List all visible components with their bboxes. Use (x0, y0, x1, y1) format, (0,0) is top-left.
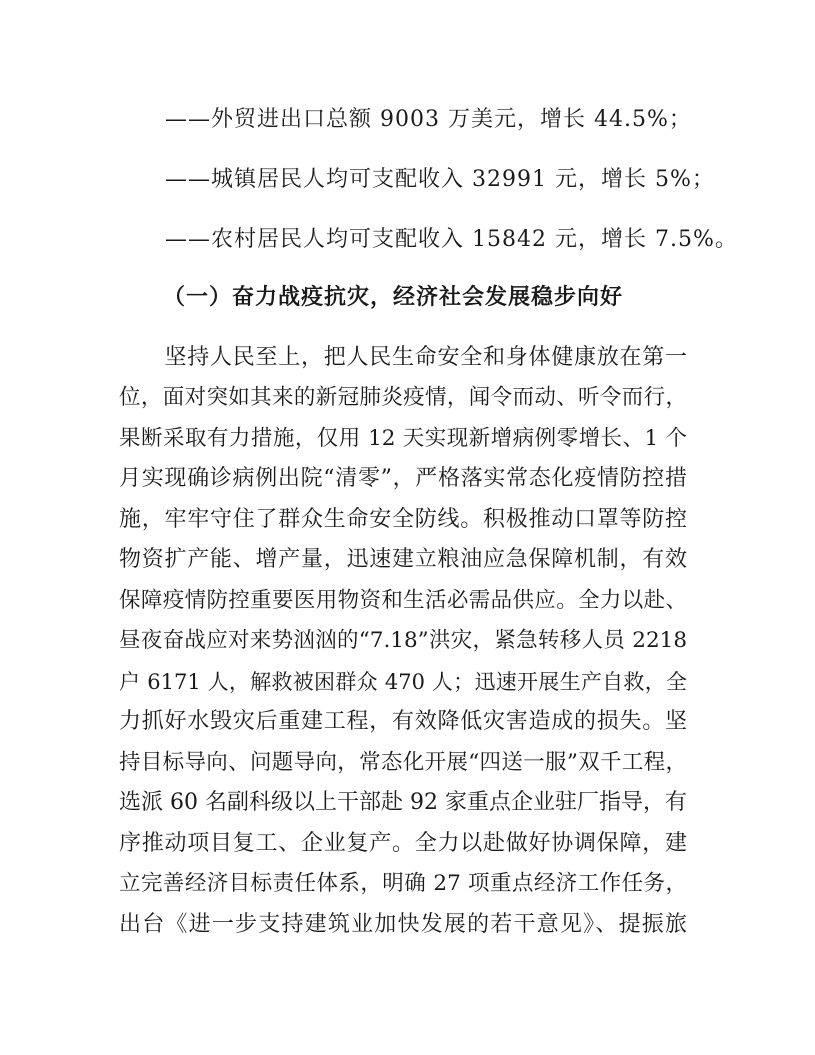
paragraph-line: 坚持人民至上，把人民生命安全和身体健康放在第一 (119, 345, 687, 370)
stat-line-urban-income: ——城镇居民人均可支配收入 32991 元，增长 5%； (165, 167, 715, 192)
paragraph-line: 选派 60 名副科级以上干部赴 92 家重点企业驻厂指导，有 (119, 790, 687, 815)
paragraph-line: 立完善经济目标责任体系，明确 27 项重点经济工作任务， (119, 871, 687, 896)
section-heading: （一）奋力战疫抗灾，经济社会发展稳步向好 (163, 284, 624, 310)
paragraph-line: 保障疫情防控重要医用物资和生活必需品供应。全力以赴、 (119, 588, 687, 613)
paragraph-line: 出台《进一步支持建筑业加快发展的若干意见》、提振旅 (119, 912, 687, 937)
paragraph-line: 持目标导向、问题导向，常态化开展“四送一服”双千工程， (119, 750, 687, 775)
paragraph-line: 果断采取有力措施，仅用 12 天实现新增病例零增长、1 个 (119, 426, 687, 451)
paragraph-line: 序推动项目复工、企业复产。全力以赴做好协调保障，建 (119, 831, 687, 856)
paragraph-line: 户 6171 人，解救被困群众 470 人；迅速开展生产自救，全 (119, 670, 687, 694)
stat-line-rural-income: ——农村居民人均可支配收入 15842 元，增长 7.5%。 (165, 227, 738, 252)
paragraph-line: 物资扩产能、增产量，迅速建立粮油应急保障机制，有效 (119, 547, 687, 572)
paragraph-line: 力抓好水毁灾后重建工程，有效降低灾害造成的损失。坚 (119, 709, 687, 734)
stat-line-foreign-trade: ——外贸进出口总额 9003 万美元，增长 44.5%； (165, 107, 692, 132)
paragraph-line: 施，牢牢守住了群众生命安全防线。积极推动口罩等防控 (119, 507, 687, 532)
paragraph-line: 位，面对突如其来的新冠肺炎疫情，闻令而动、听令而行， (119, 385, 687, 410)
paragraph-line: 昼夜奋战应对来势汹汹的“7.18”洪灾，紧急转移人员 2218 (119, 628, 687, 653)
paragraph-line: 月实现确诊病例出院“清零”，严格落实常态化疫情防控措 (119, 466, 687, 491)
